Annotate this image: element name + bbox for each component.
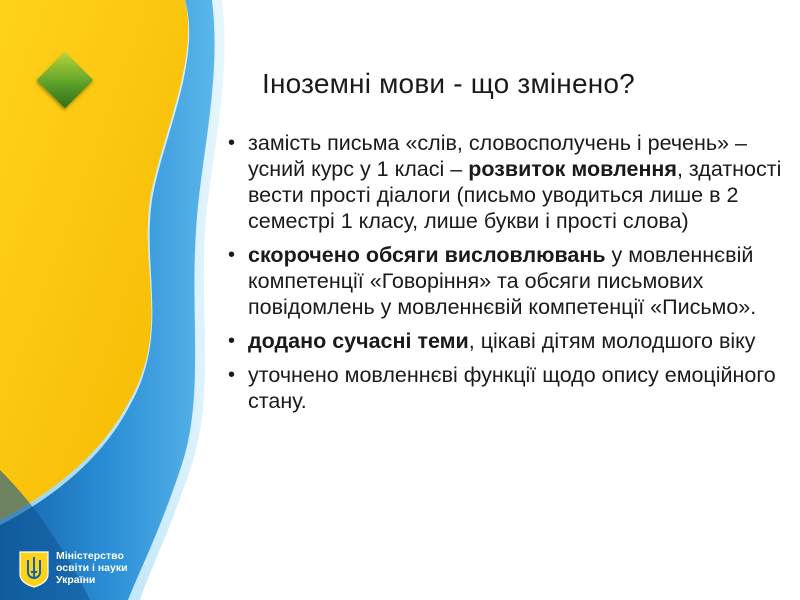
ministry-logo [14, 546, 164, 592]
bullet-item: • додано сучасні теми, цікаві дітям молодшого віку [228, 328, 788, 354]
bullet-item: • замість письма «слів, словосполучень і речень» – усний курс у 1 класі – розвиток мовлення, здатності вести прості діалоги (письмо уводиться лише в 2 семестрі 1 класу, лише букви і прості слова) [228, 130, 788, 234]
bullet-item: • уточнено мовленнєві функції щодо опису емоційного стану. [228, 362, 788, 414]
ministry-line: Міністерство [56, 550, 124, 562]
ministry-name [56, 550, 128, 586]
bullet-list [228, 130, 788, 422]
trident-emblem-icon [18, 550, 50, 588]
ministry-line: освіти і науки [56, 562, 128, 574]
slide-title: Іноземні мови - що змінено? [262, 68, 635, 99]
bullet-item: • скорочено обсяги висловлювань у мовленнєвій компетенції «Говоріння» та обсяги письмових повідомлень у мовленнєвій компетенції «Письмо». [228, 242, 788, 320]
ministry-line: України [56, 574, 96, 586]
